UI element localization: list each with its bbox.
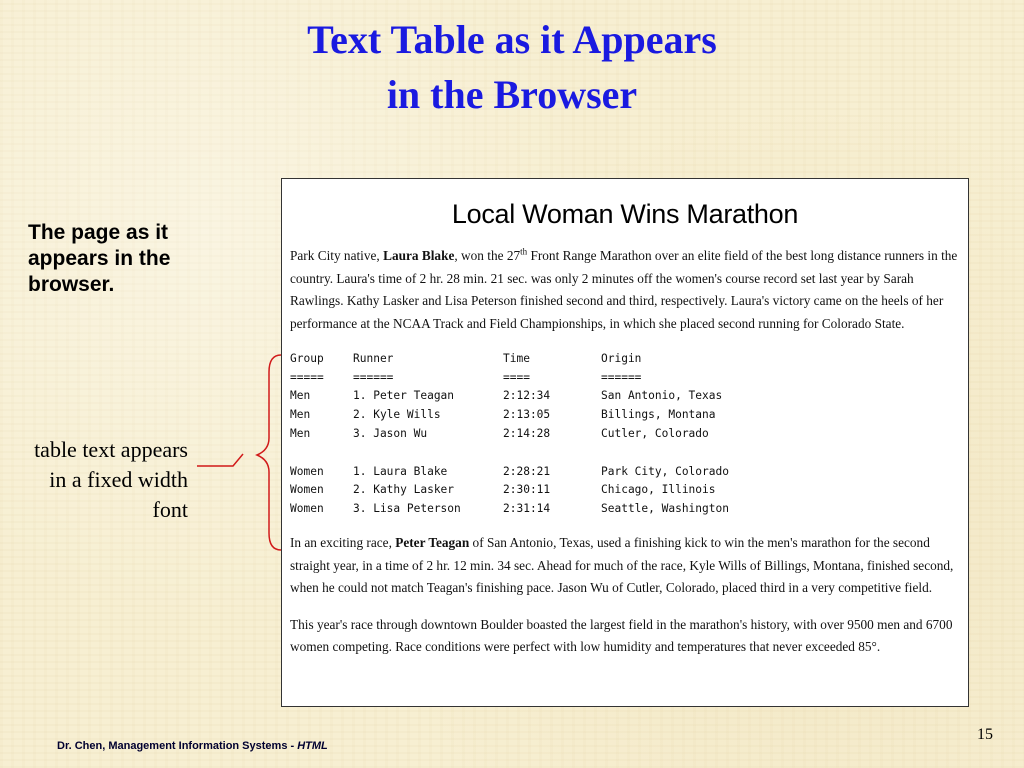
connector-line [197, 454, 243, 466]
table-cell: Men [290, 389, 311, 403]
table-row [290, 499, 801, 518]
page-number: 15 [977, 726, 993, 743]
table-header-cell: Group [290, 351, 324, 365]
page-description-label: The page as it appears in the browser. [28, 221, 171, 296]
table-cell: Billings, Montana [601, 408, 716, 422]
slide-footer [57, 740, 328, 752]
para2-text-start: In an exciting race, [290, 535, 396, 551]
table-cell: 1. Peter Teagan [353, 389, 455, 403]
table-row [290, 424, 801, 443]
table-underline-cell: ===== [290, 370, 324, 384]
table-cell: 2:12:34 [503, 389, 551, 403]
table-cell: Women [290, 483, 324, 497]
para1-text-end: Front Range Marathon over an elite field of the best long distance runners in the country. Laura's time of 2 hr. 28 min. 21 sec. was only 2 minutes off the women's course record set last year by Sarah Rawlings. Kathy Lasker and Lisa Peterson finished second and third, respectively. Laura's victory came on the heels of her performance at the NCAA Track and Field Championships, in which she placed second running for Colorado State. [290, 248, 958, 331]
table-spacer-row [290, 443, 801, 462]
slide-title-line-2: in the Browser [386, 72, 638, 117]
bracket-connector [195, 350, 285, 555]
para1-superscript: th [520, 246, 528, 257]
table-cell: Women [290, 502, 324, 516]
para1-bold-name: Laura Blake [383, 248, 455, 263]
article-paragraph-1 [290, 245, 960, 335]
table-cell: 3. Jason Wu [353, 427, 428, 441]
table-cell: San Antonio, Texas [601, 389, 723, 403]
browser-page-screenshot [281, 178, 969, 707]
results-table [290, 349, 801, 518]
table-underline-cell: ====== [353, 370, 394, 384]
para2-text-end: of San Antonio, Texas, used a finishing kick to win the men's marathon for the second straight year, in a time of 2 hr. 12 min. 34 sec. Ahead for much of the race, Kyle Wills of Billings, Montana, finished second, when he could not match Teagan's finishing pace. Jason Wu of Cutler, Colorado, placed third in a very competitive field. [290, 535, 954, 596]
table-cell: 2:28:21 [503, 464, 551, 478]
table-cell: Women [290, 464, 324, 478]
table-row [290, 462, 801, 481]
table-header-row [290, 349, 801, 368]
table-cell: 1. Laura Blake [353, 464, 448, 478]
table-cell: 2:30:11 [503, 483, 551, 497]
slide-title [0, 12, 1024, 122]
table-cell: Men [290, 427, 311, 441]
table-underline-cell: ====== [601, 370, 642, 384]
callout-label: table text appears in a fixed width font [34, 437, 188, 522]
slide-title-line-1: Text Table as it Appears [307, 17, 717, 62]
curly-brace [257, 355, 281, 550]
footer-topic: HTML [297, 740, 328, 752]
table-cell: 2. Kyle Wills [353, 408, 441, 422]
table-cell: 2. Kathy Lasker [353, 483, 455, 497]
table-cell: Seattle, Washington [601, 502, 729, 516]
table-cell: Park City, Colorado [601, 464, 729, 478]
para2-bold-name: Peter Teagan [395, 535, 470, 551]
table-cell: Chicago, Illinois [601, 483, 716, 497]
table-row [290, 481, 801, 500]
table-row [290, 387, 801, 406]
table-cell: 2:13:05 [503, 408, 551, 422]
para1-text-start: Park City native, [290, 248, 384, 263]
footer-author: Dr. Chen, Management Information Systems - [57, 740, 298, 752]
table-cell: Cutler, Colorado [601, 427, 709, 441]
table-cell: 2:31:14 [503, 502, 551, 516]
table-underline-row [290, 368, 801, 387]
article-paragraph-3: This year's race through downtown Boulder boasted the largest field in the marathon's history, with over 9500 men and 6700 women competing. Race conditions were perfect with low humidity and temperatures that never exceeded 85°. [290, 616, 953, 655]
table-cell: Men [290, 408, 311, 422]
para1-text-mid: , won the 27 [454, 248, 521, 263]
table-header-cell: Origin [601, 351, 642, 365]
table-underline-cell: ==== [503, 370, 530, 384]
table-header-cell: Runner [353, 351, 394, 365]
table-cell: 2:14:28 [503, 427, 551, 441]
table-header-cell: Time [503, 351, 530, 365]
article-paragraph-2 [290, 532, 960, 600]
table-cell: 3. Lisa Peterson [353, 502, 461, 516]
table-row [290, 405, 801, 424]
article-headline: Local Woman Wins Marathon [451, 199, 799, 229]
